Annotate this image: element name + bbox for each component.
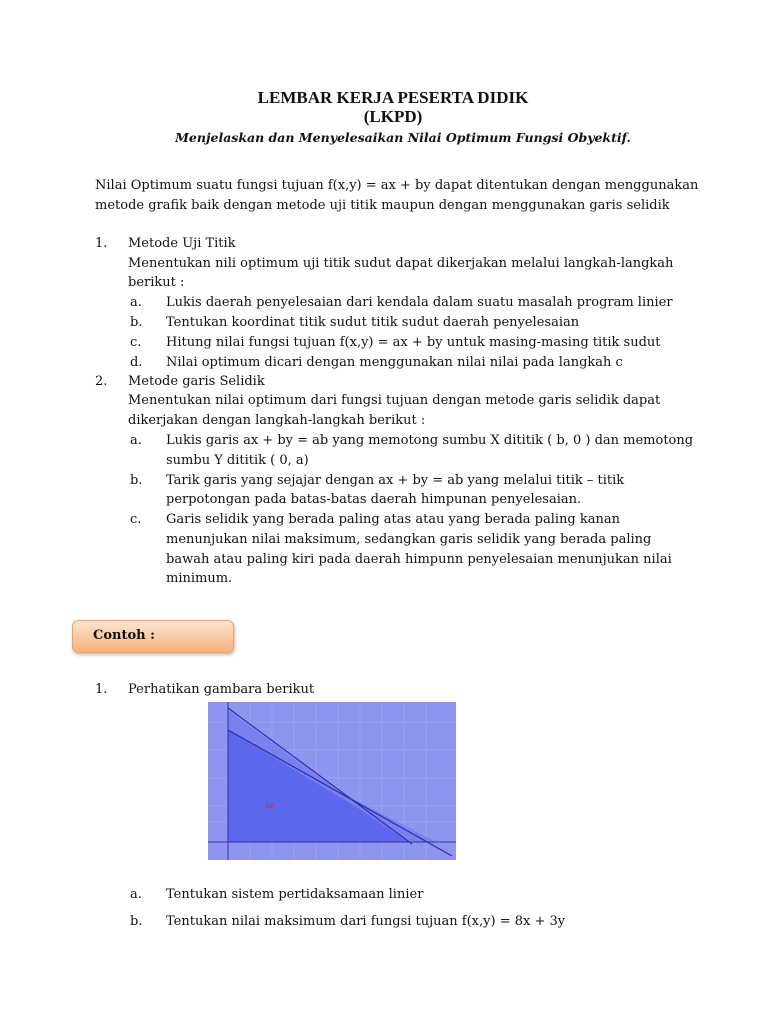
section1-desc-line-2: berikut : <box>128 275 185 290</box>
intro-line-1: Nilai Optimum suatu fungsi tujuan f(x,y) = ax + by dapat ditentukan dengan menggunakan <box>95 178 699 193</box>
list-item-text: bawah atau paling kiri pada daerah himpunn penyelesaian menunjukan nilai <box>166 552 672 567</box>
section1-heading: Metode Uji Titik <box>128 236 236 251</box>
list-item-text: perpotongan pada batas-batas daerah himpunan penyelesaian. <box>166 492 582 507</box>
example-number: 1. <box>95 682 108 697</box>
list-item-label: c. <box>130 335 142 350</box>
subtitle: Menjelaskan dan Menyelesaikan Nilai Optimum Fungsi Obyektif. <box>175 130 631 145</box>
list-item-text: Tarik garis yang sejajar dengan ax + by = ab yang melalui titik – titik <box>166 473 625 488</box>
list-item-label: c. <box>130 512 142 527</box>
task-label: a. <box>130 887 142 902</box>
task-label: b. <box>130 914 143 929</box>
list-item-text: minimum. <box>166 571 233 586</box>
list-item-text: Nilai optimum dicari dengan menggunakan nilai nilai pada langkah c <box>166 355 623 370</box>
contoh-label: Contoh : <box>93 628 155 643</box>
task-text: Tentukan nilai maksimum dari fungsi tujuan f(x,y) = 8x + 3y <box>166 914 566 929</box>
list-item-label: d. <box>130 355 143 370</box>
list-item-label: b. <box>130 315 143 330</box>
section2-desc-line-1: Menentukan nilai optimum dari fungsi tujuan dengan metode garis selidik dapat <box>128 393 661 408</box>
list-item-text: sumbu Y dititik ( 0, a) <box>166 453 309 468</box>
title-line-2: (LKPD) <box>363 107 423 126</box>
title-line-1: LEMBAR KERJA PESERTA DIDIK <box>257 88 529 107</box>
feasible-region-graph <box>208 702 456 860</box>
region-label: DP <box>266 804 275 810</box>
list-item-text: Garis selidik yang berada paling atas atau yang berada paling kanan <box>166 512 621 527</box>
section1-number: 1. <box>95 236 108 251</box>
section1-desc-line-1: Menentukan nili optimum uji titik sudut dapat dikerjakan melalui langkah-langkah <box>128 256 674 271</box>
list-item-label: a. <box>130 295 142 310</box>
task-text: Tentukan sistem pertidaksamaan linier <box>166 887 424 902</box>
list-item-text: menunjukan nilai maksimum, sedangkan garis selidik yang berada paling <box>166 532 652 547</box>
list-item-text: Hitung nilai fungsi tujuan f(x,y) = ax + by untuk masing-masing titik sudut <box>166 335 661 350</box>
section2-heading: Metode garis Selidik <box>128 374 265 389</box>
list-item-text: Lukis daerah penyelesaian dari kendala dalam suatu masalah program linier <box>166 295 673 310</box>
section2-number: 2. <box>95 374 108 389</box>
list-item-label: a. <box>130 433 142 448</box>
list-item-text: Lukis garis ax + by = ab yang memotong sumbu X dititik ( b, 0 ) dan memotong <box>166 433 694 448</box>
contoh-label-box <box>72 620 234 653</box>
list-item-text: Tentukan koordinat titik sudut titik sudut daerah penyelesaian <box>166 315 580 330</box>
intro-line-2: metode grafik baik dengan metode uji titik maupun dengan menggunakan garis selidik <box>95 198 670 213</box>
section2-desc-line-2: dikerjakan dengan langkah-langkah berikut : <box>128 413 426 428</box>
example-text: Perhatikan gambara berikut <box>128 682 315 697</box>
list-item-label: b. <box>130 473 143 488</box>
